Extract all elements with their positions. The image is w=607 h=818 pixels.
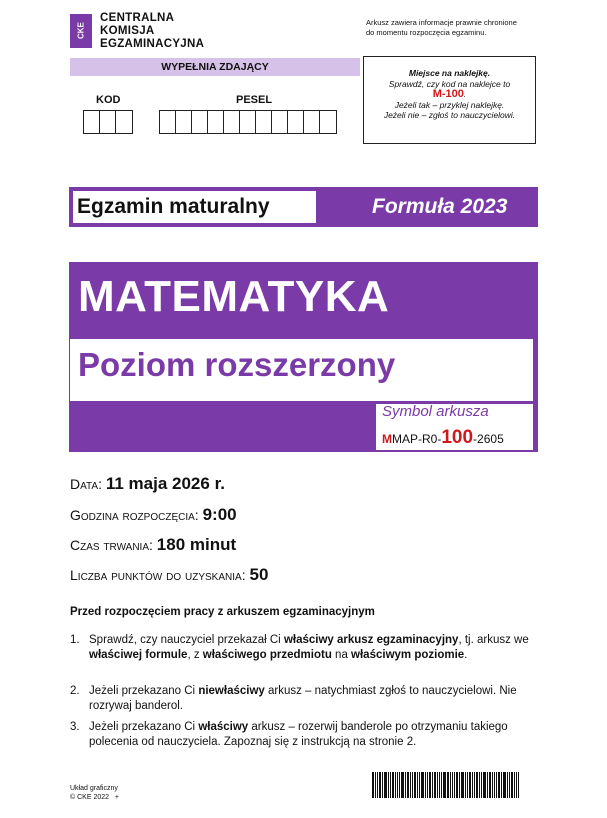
pesel-digit-box[interactable] [272, 111, 288, 133]
barcode-bar [456, 772, 458, 798]
instruction-text [89, 684, 530, 714]
points-value: 50 [249, 565, 269, 584]
barcode-bar [401, 772, 404, 798]
barcode-bar [467, 772, 468, 798]
barcode-bar [514, 772, 515, 798]
level-title: Poziom rozszerzony [78, 346, 396, 383]
barcode-bar [429, 772, 431, 798]
exam-start-time [70, 505, 237, 525]
bold-run: właściwy arkusz egzaminacyjny [283, 634, 459, 646]
barcode-bar [377, 772, 378, 798]
start-label: Godzina rozpoczęcia: [70, 507, 199, 523]
sticker-line: Sprawdź, czy kod na naklejce to [388, 78, 511, 89]
barcode-bar [395, 772, 396, 798]
pesel-input-boxes[interactable] [159, 110, 337, 134]
barcode-bar [481, 772, 482, 798]
kod-label: KOD [96, 94, 121, 106]
kod-digit-box[interactable] [100, 111, 116, 133]
barcode-bar [390, 772, 391, 798]
barcode-bar [454, 772, 455, 798]
sticker-line: Jeżeli nie – zgłoś to nauczycielowi. [383, 110, 516, 120]
bold-run: właściwej formule [89, 649, 188, 661]
barcode-bar [427, 772, 428, 798]
instruction-text [89, 633, 530, 663]
barcode-bar [494, 772, 495, 798]
barcode-bar [379, 772, 381, 798]
pesel-digit-box[interactable] [224, 111, 240, 133]
text-run: , tj. arkusz we [458, 634, 529, 646]
symbol-number: 100 [441, 427, 474, 448]
barcode-bar [507, 772, 508, 798]
points-label: Liczba punktów do uzyskania: [70, 567, 246, 583]
barcode-bar [425, 772, 426, 798]
barcode-bar [421, 772, 424, 798]
symbol-prefix-m: M [382, 432, 392, 446]
barcode-bar [489, 772, 491, 798]
barcode-bar [412, 772, 413, 798]
symbol-prefix: MAP-R0- [392, 432, 442, 446]
bold-run: właściwego przedmiotu [202, 649, 332, 661]
fill-by-student-bar: WYPEŁNIA ZDAJĄCY [70, 58, 360, 76]
symbol-code [382, 427, 504, 449]
exam-duration [70, 535, 236, 555]
barcode-bar [452, 772, 453, 798]
text-run: Jeżeli przekazano Ci [89, 685, 199, 697]
logo-line: CENTRALNA [100, 12, 175, 24]
barcode-bar [405, 772, 406, 798]
pesel-digit-box[interactable] [288, 111, 304, 133]
sticker-title: Miejsce na naklejkę. [408, 68, 491, 78]
barcode-bar [479, 772, 480, 798]
barcode-bar [388, 772, 389, 798]
bold-run: właściwy [198, 721, 249, 733]
pesel-label: PESEL [236, 94, 273, 106]
barcode-bar [469, 772, 471, 798]
text-run: Sprawdź, czy nauczyciel przekazał Ci [89, 634, 284, 646]
barcode-bar [496, 772, 497, 798]
barcode-bar [450, 772, 451, 798]
barcode-bar [441, 772, 442, 798]
barcode-bar [503, 772, 506, 798]
logo-line: KOMISJA [100, 25, 155, 37]
barcode-bar [443, 772, 446, 798]
barcode-bar [419, 772, 420, 798]
pesel-digit-box[interactable] [160, 111, 176, 133]
barcode-bar [437, 772, 438, 798]
barcode-bar [498, 772, 500, 798]
confidentiality-notice [366, 18, 566, 38]
instruction-text [89, 720, 530, 750]
footer-line: Układ graficzny [70, 785, 118, 792]
exam-points [70, 565, 268, 585]
footer-line [70, 793, 119, 802]
date-label: Data: [70, 476, 102, 492]
duration-label: Czas trwania: [70, 537, 153, 553]
exam-date [70, 474, 225, 494]
exam-formula: Formuła 2023 [372, 195, 508, 218]
footer [70, 784, 119, 802]
instructions-heading: Przed rozpoczęciem pracy z arkuszem egzaminacyjnym [70, 606, 375, 618]
pesel-digit-box[interactable] [208, 111, 224, 133]
barcode-bar [474, 772, 475, 798]
barcode-bar [375, 772, 376, 798]
barcode-bar [399, 772, 400, 798]
pesel-digit-box[interactable] [192, 111, 208, 133]
text-run: na [331, 649, 352, 661]
bold-run: niewłaściwy [198, 685, 265, 697]
barcode-bar [384, 772, 387, 798]
kod-digit-box[interactable] [116, 111, 132, 133]
pesel-digit-box[interactable] [240, 111, 256, 133]
footer-mark: + [114, 794, 119, 801]
sticker-code: M-100 [432, 88, 464, 100]
barcode-bar [432, 772, 433, 798]
barcode [372, 772, 536, 798]
barcode-bar [382, 772, 383, 798]
barcode-bar [476, 772, 478, 798]
footer-copyright: © CKE 2022 [70, 794, 110, 801]
text-run: . [464, 649, 468, 661]
logo-line: EGZAMINACYJNA [100, 38, 205, 50]
pesel-digit-box[interactable] [176, 111, 192, 133]
cke-logo-mark: CKE [70, 14, 92, 48]
cke-logo-text [100, 12, 204, 51]
barcode-bar [414, 772, 416, 798]
barcode-bar [447, 772, 449, 798]
pesel-digit-box[interactable] [320, 111, 336, 133]
symbol-suffix: -2605 [473, 432, 504, 446]
pesel-digit-box[interactable] [304, 111, 320, 133]
notice-line: Arkusz zawiera informacje prawnie chronione [366, 18, 517, 27]
barcode-bar [492, 772, 493, 798]
instruction-number: 1. [70, 634, 80, 646]
barcode-bar [461, 772, 464, 798]
text-run: Jeżeli przekazano Ci [89, 721, 199, 733]
sticker-line: Jeżeli tak – przyklej naklejkę. [394, 99, 505, 110]
sticker-area [363, 56, 536, 144]
instruction-item [70, 633, 530, 663]
notice-line: do momentu rozpoczęcia egzaminu. [366, 28, 487, 37]
exam-type: Egzamin maturalny [73, 191, 316, 223]
bold-run: właściwym poziomie [351, 649, 465, 661]
sticker-code-suffix: . [463, 89, 467, 99]
barcode-bar [501, 772, 502, 798]
barcode-bar [465, 772, 466, 798]
barcode-bar [407, 772, 409, 798]
instruction-item [70, 720, 530, 750]
barcode-bar [459, 772, 460, 798]
date-value: 11 maja 2026 r. [105, 474, 225, 493]
barcode-bar [518, 772, 519, 798]
barcode-bar [434, 772, 436, 798]
barcode-bar [483, 772, 486, 798]
barcode-bar [372, 772, 374, 798]
barcode-bar [472, 772, 473, 798]
symbol-label: Symbol arkusza [382, 403, 489, 420]
barcode-bar [410, 772, 411, 798]
instruction-number: 3. [70, 721, 80, 733]
barcode-bar [511, 772, 513, 798]
pesel-digit-box[interactable] [256, 111, 272, 133]
barcode-bar [509, 772, 510, 798]
kod-digit-box[interactable] [84, 111, 100, 133]
barcode-bar [439, 772, 440, 798]
duration-value: 180 minut [156, 535, 237, 554]
sticker-code-line [364, 89, 535, 100]
instruction-number: 2. [70, 685, 80, 697]
barcode-bar [487, 772, 488, 798]
kod-input-boxes[interactable] [83, 110, 133, 134]
text-run: arkusz – rozerwij banderole po otrzymaniu takiego polecenia od nauczyciela. Zapoznaj się z instrukcją na stronie 2. [89, 721, 508, 748]
text-run: arkusz – natychmiast zgłoś to nauczycielowi. Nie rozrywaj banderol. [89, 685, 517, 712]
start-value: 9:00 [202, 505, 237, 524]
barcode-bar [397, 772, 398, 798]
barcode-bar [516, 772, 517, 798]
subject-title: MATEMATYKA [78, 272, 390, 321]
barcode-bar [417, 772, 418, 798]
text-run: , z [187, 649, 203, 661]
instruction-item [70, 684, 530, 714]
barcode-bar [392, 772, 394, 798]
